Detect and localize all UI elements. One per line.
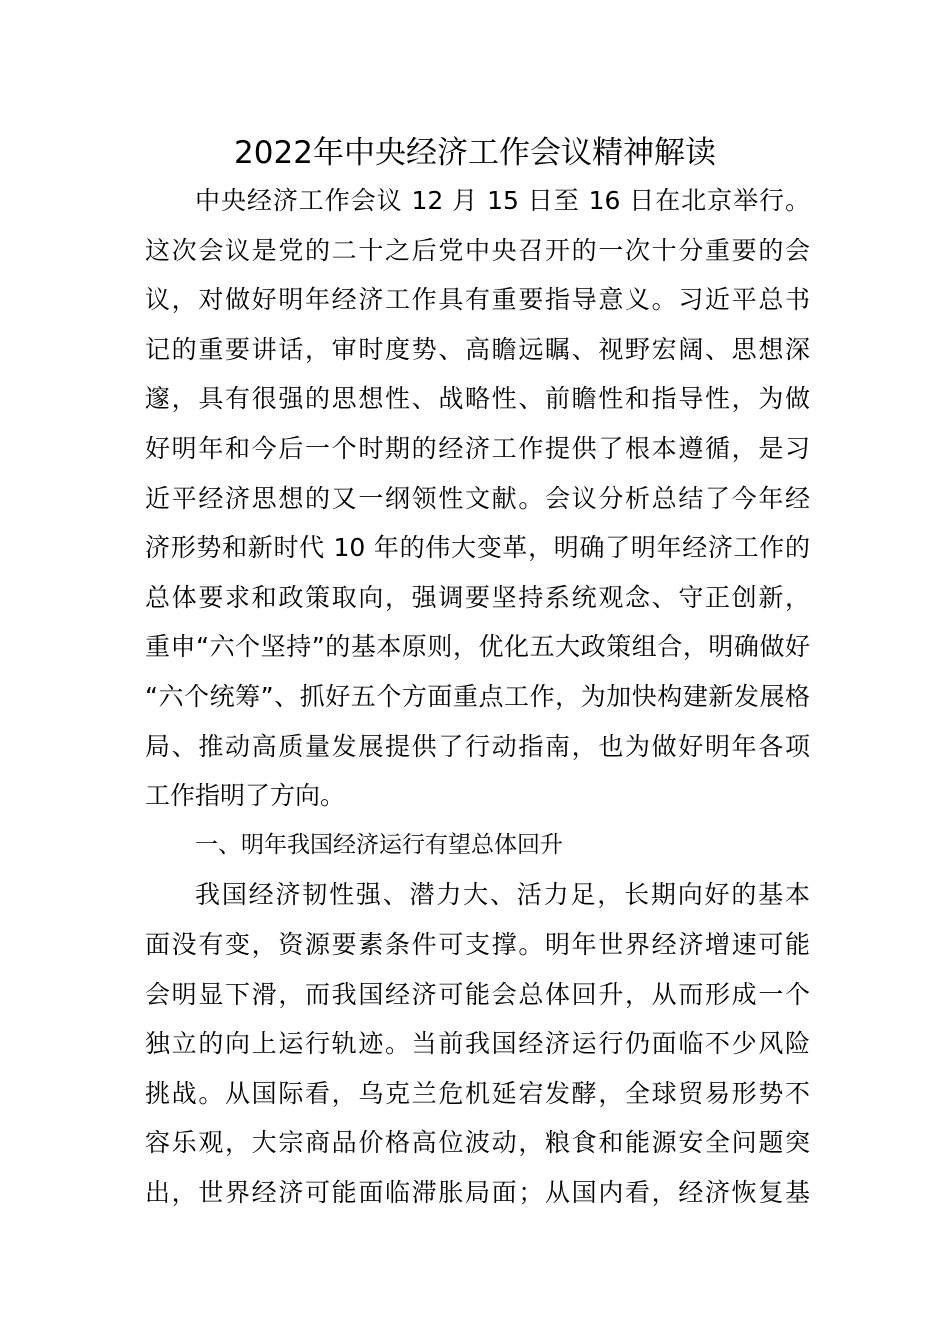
paragraph-line: “六个统筹”、抓好五个方面重点工作，为加快构建新发展格 [145,681,810,711]
paragraph-line: 好明年和今后一个时期的经济工作提供了根本遵循，是习 [145,433,810,463]
paragraph-line: 议，对做好明年经济工作具有重要指导意义。习近平总书 [145,285,810,315]
paragraph-line: 挑战。从国际看，乌克兰危机延宕发酵，全球贸易形势不 [145,1078,810,1108]
document-body [145,176,810,1217]
paragraph-line: 局、推动高质量发展提供了行动指南，也为做好明年各项 [145,731,810,761]
paragraph-line: 济形势和新时代 10 年的伟大变革，明确了明年经济工作的 [145,533,810,563]
paragraph-line: 总体要求和政策取向，强调要坚持系统观念、守正创新， [145,582,810,612]
section-heading: 一、明年我国经济运行有望总体回升 [195,831,563,858]
paragraph-line: 面没有变，资源要素条件可支撑。明年世界经济增速可能 [145,929,810,959]
paragraph-line: 近平经济思想的又一纲领性文献。会议分析总结了今年经 [145,483,810,513]
paragraph-line: 我国经济韧性强、潜力大、活力足，长期向好的基本 [195,880,810,910]
paragraph-line: 出，世界经济可能面临滞胀局面；从国内看，经济恢复基 [145,1177,810,1207]
paragraph-line: 独立的向上运行轨迹。当前我国经济运行仍面临不少风险 [145,1029,810,1059]
document-title: 2022年中央经济工作会议精神解读 [234,135,716,171]
paragraph-line: 记的重要讲话，审时度势、高瞻远瞩、视野宏阔、思想深 [145,334,810,364]
paragraph-line: 重申“六个坚持”的基本原则，优化五大政策组合，明确做好 [145,632,810,662]
paragraph-line: 容乐观，大宗商品价格高位波动，粮食和能源安全问题突 [145,1128,810,1158]
paragraph-line: 中央经济工作会议 12 月 15 日至 16 日在北京举行。 [195,186,810,215]
paragraph-line: 这次会议是党的二十之后党中央召开的一次十分重要的会 [145,235,810,265]
paragraph-line: 会明显下滑，而我国经济可能会总体回升，从而形成一个 [145,979,810,1009]
paragraph-line: 工作指明了方向。 [145,781,346,811]
paragraph-line: 邃，具有很强的思想性、战略性、前瞻性和指导性，为做 [145,384,810,414]
